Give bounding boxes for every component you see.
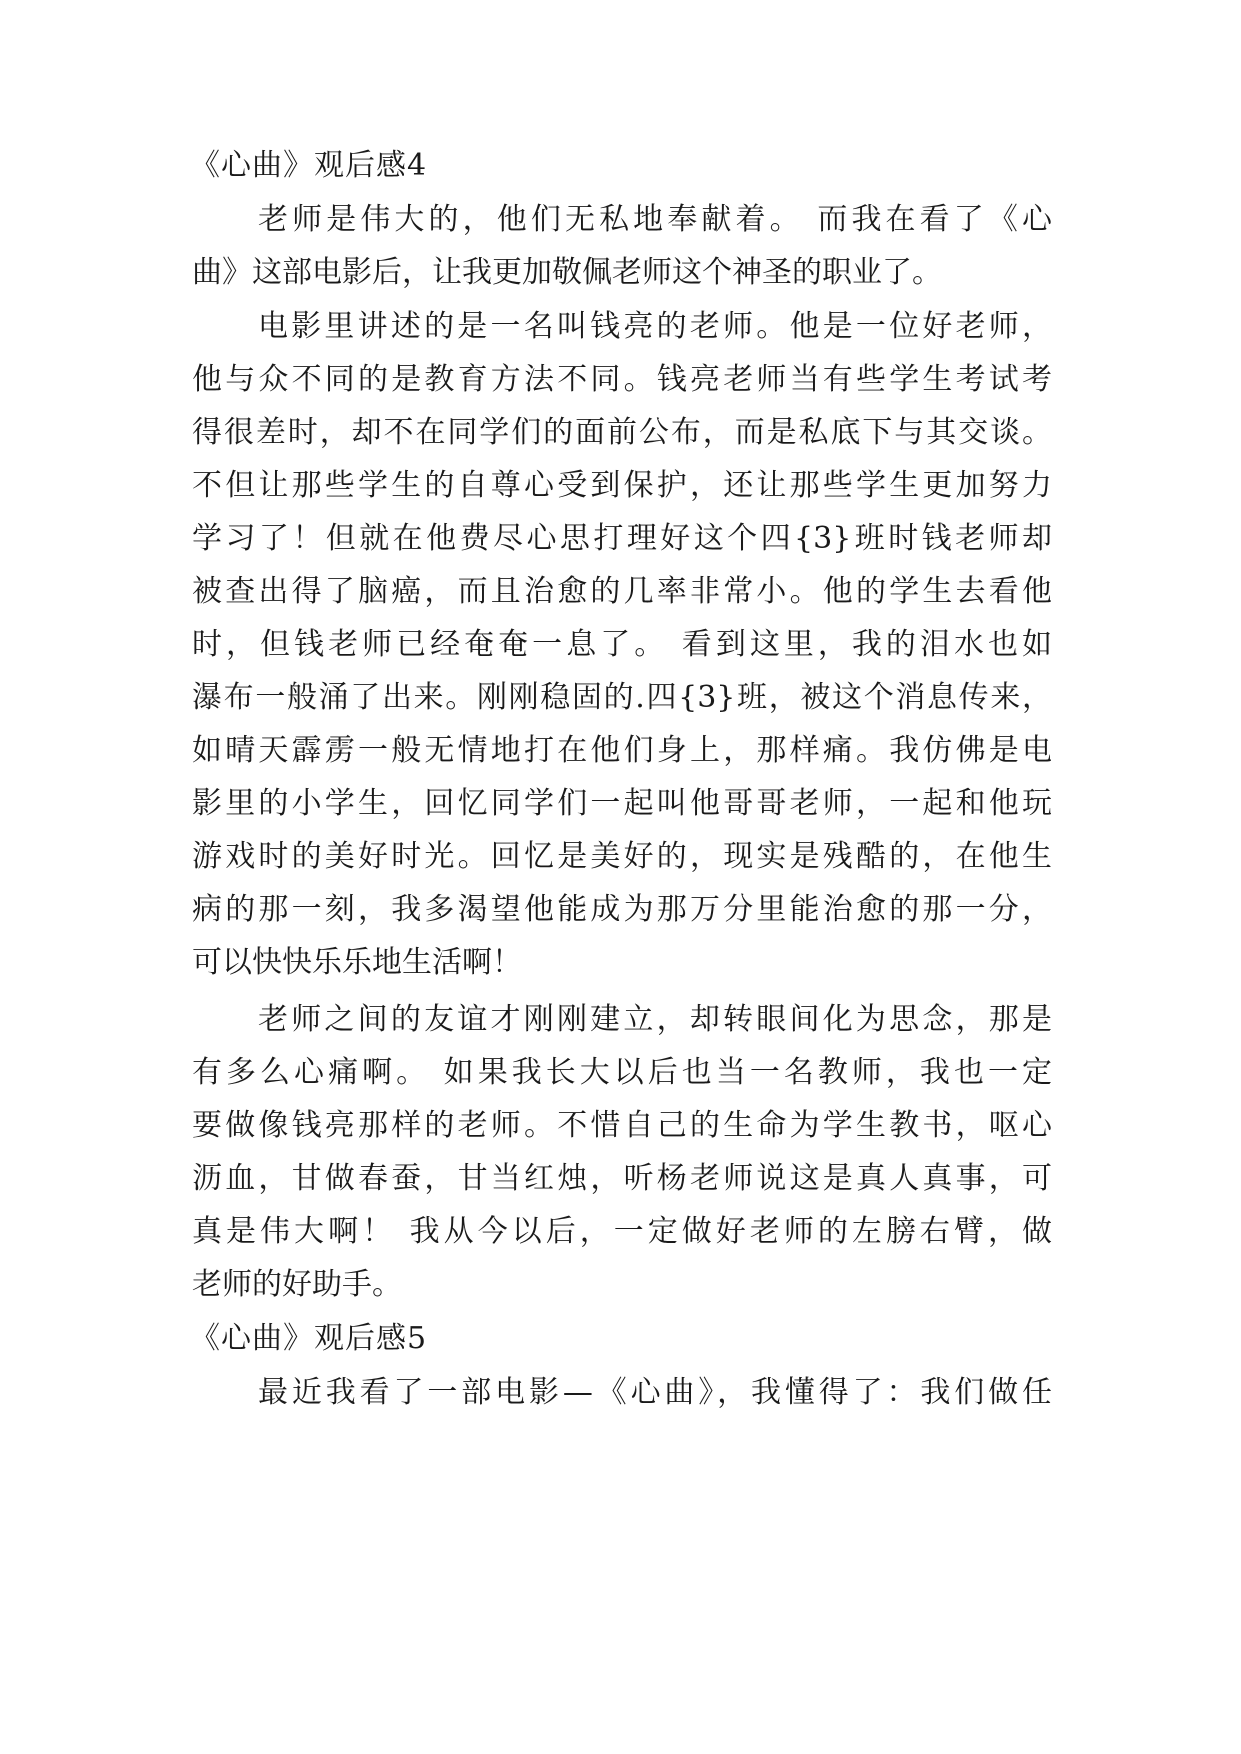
- section-heading: 《心曲》观后感4: [190, 148, 428, 183]
- paragraph-line: 影里的小学生，回忆同学们一起叫他哥哥老师，一起和他玩: [192, 786, 1052, 821]
- paragraph-line: 最近我看了一部电影—《心曲》，我懂得了：我们做任: [258, 1375, 1052, 1410]
- paragraph-line: 学习了！但就在他费尽心思打理好这个四{3}班时钱老师却: [192, 521, 1052, 556]
- paragraph-line: 真是伟大啊！ 我从今以后，一定做好老师的左膀右臂，做: [192, 1214, 1052, 1249]
- paragraph-line: 病的那一刻，我多渴望他能成为那万分里能治愈的那一分，: [192, 892, 1052, 927]
- paragraph-line: 要做像钱亮那样的老师。不惜自己的生命为学生教书，呕心: [192, 1108, 1052, 1143]
- paragraph-line: 时，但钱老师已经奄奄一息了。 看到这里，我的泪水也如: [192, 627, 1052, 662]
- paragraph-line: 曲》这部电影后，让我更加敬佩老师这个神圣的职业了。: [192, 255, 942, 290]
- paragraph-line: 得很差时，却不在同学们的面前公布，而是私底下与其交谈。: [192, 415, 1052, 450]
- paragraph-line: 电影里讲述的是一名叫钱亮的老师。他是一位好老师，: [258, 309, 1052, 344]
- paragraph-line: 被查出得了脑癌，而且治愈的几率非常小。他的学生去看他: [192, 574, 1052, 609]
- paragraph-line: 他与众不同的是教育方法不同。钱亮老师当有些学生考试考: [192, 362, 1052, 397]
- paragraph-line: 可以快快乐乐地生活啊！: [192, 945, 522, 980]
- paragraph-line: 老师之间的友谊才刚刚建立，却转眼间化为思念，那是: [258, 1002, 1052, 1037]
- paragraph-line: 如晴天霹雳一般无情地打在他们身上，那样痛。我仿佛是电: [192, 733, 1052, 768]
- paragraph-line: 有多么心痛啊。 如果我长大以后也当一名教师，我也一定: [192, 1055, 1052, 1090]
- paragraph-line: 不但让那些学生的自尊心受到保护，还让那些学生更加努力: [192, 468, 1052, 503]
- paragraph-line: 沥血，甘做春蚕，甘当红烛，听杨老师说这是真人真事，可: [192, 1161, 1052, 1196]
- paragraph-line: 瀑布一般涌了出来。刚刚稳固的.四{3}班，被这个消息传来，: [192, 680, 1052, 715]
- paragraph-line: 游戏时的美好时光。回忆是美好的，现实是残酷的，在他生: [192, 839, 1052, 874]
- paragraph-line: 老师是伟大的，他们无私地奉献着。 而我在看了《心: [258, 202, 1052, 237]
- section-heading: 《心曲》观后感5: [190, 1321, 428, 1356]
- paragraph-line: 老师的好助手。: [192, 1267, 402, 1302]
